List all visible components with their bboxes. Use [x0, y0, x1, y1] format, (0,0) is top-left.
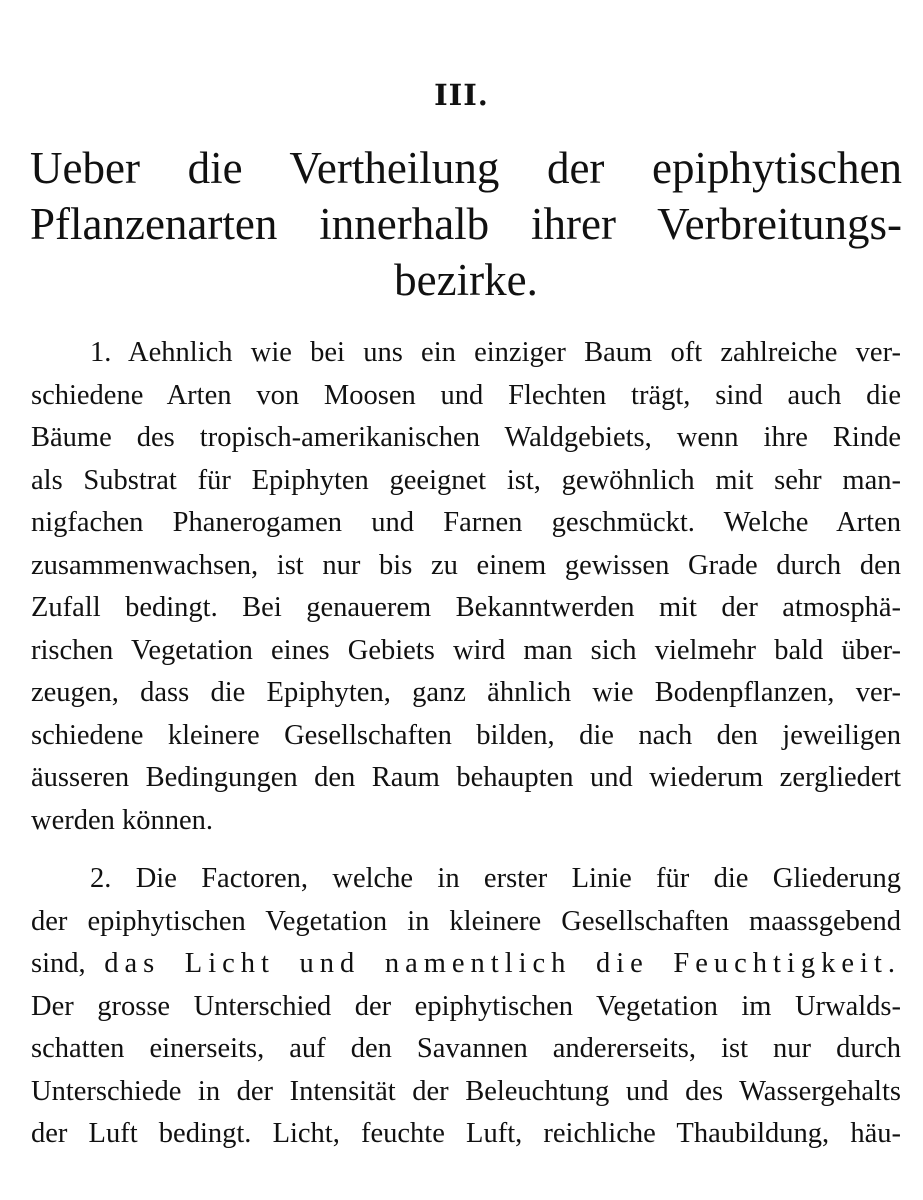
text-line: schiedene Arten von Moosen und Flechten trägt, sind auch die: [31, 379, 901, 411]
text-line: Zufall bedingt. Bei genauerem Bekanntwerden mit der atmosphä-: [31, 592, 901, 623]
text-line: Der grosse Unterschied der epiphytischen Vegetation im Urwalds-: [31, 990, 901, 1022]
chapter-title: [30, 140, 902, 308]
text-line: Unterschiede in der Intensität der Beleuchtung und des Wassergehalts: [31, 1075, 901, 1107]
text-line: der epiphytischen Vegetation in kleinere Gesellschaften maassgebend: [31, 905, 901, 937]
text-line: schatten einerseits, auf den Savannen andererseits, ist nur durch: [31, 1033, 901, 1064]
line-start: sind,: [31, 948, 86, 979]
text-line: Bäume des tropisch-amerikanischen Waldgebiets, wenn ihre Rinde: [31, 422, 901, 453]
title-line: bezirke.: [394, 255, 538, 305]
text-line: zusammenwachsen, ist nur bis zu einem gewissen Grade durch den: [31, 549, 901, 581]
text-line: rischen Vegetation eines Gebiets wird man sich vielmehr bald über-: [31, 634, 901, 666]
text-line: 1. Aehnlich wie bei uns ein einziger Baum oft zahlreiche ver-: [90, 337, 901, 368]
text-line: äusseren Bedingungen den Raum behaupten und wiederum zergliedert: [31, 762, 901, 793]
text-line: als Substrat für Epiphyten geeignet ist, gewöhnlich mit sehr man-: [31, 464, 901, 496]
title-line: Ueber die Vertheilung der epiphytischen: [30, 143, 902, 193]
text-line: nigfachen Phanerogamen und Farnen geschmückt. Welche Arten: [31, 507, 901, 538]
chapter-number: III.: [434, 78, 489, 112]
title-line: Pflanzenarten innerhalb ihrer Verbreitungs-: [30, 199, 902, 249]
text-line: schiedene kleinere Gesellschaften bilden, die nach den jeweiligen: [31, 719, 901, 751]
paragraph-1: [31, 332, 901, 842]
text-line: zeugen, dass die Epiphyten, ganz ähnlich wie Bodenpflanzen, ver-: [31, 677, 901, 708]
text-line: der Luft bedingt. Licht, feuchte Luft, reichliche Thaubildung, häu-: [31, 1118, 901, 1149]
text-line: 2. Die Factoren, welche in erster Linie für die Gliederung: [90, 863, 901, 894]
paragraph-2: [31, 858, 901, 1156]
text-line: werden können.: [31, 804, 214, 836]
text-line-emphasis: [31, 943, 901, 986]
spaced-emphasis: das Licht und namentlich die Feuchtigkeit.: [104, 948, 901, 979]
